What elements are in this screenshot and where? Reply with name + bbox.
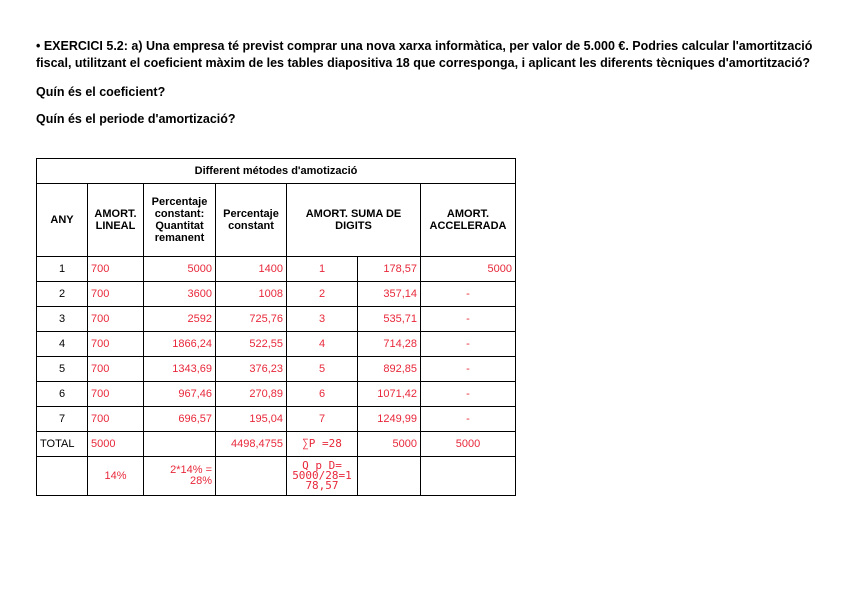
table-title-row bbox=[37, 159, 516, 184]
table-row bbox=[37, 282, 516, 307]
note-quantitat: 2*14% = 28% bbox=[144, 457, 216, 496]
question-coefficient: Quín és el coeficient? bbox=[36, 85, 166, 99]
cell-any: 3 bbox=[37, 307, 88, 332]
cell-digit: 4 bbox=[287, 332, 358, 357]
header-accelerada: AMORT. ACCELERADA bbox=[421, 184, 516, 257]
cell-suma-digits: 1071,42 bbox=[358, 382, 421, 407]
cell-percentatge-constant: 1008 bbox=[216, 282, 287, 307]
cell-percentatge-constant: 725,76 bbox=[216, 307, 287, 332]
total-digit-sum: ∑P =28 bbox=[287, 432, 358, 457]
total-quantitat bbox=[144, 432, 216, 457]
note-accelerada bbox=[421, 457, 516, 496]
cell-digit: 6 bbox=[287, 382, 358, 407]
table-body bbox=[37, 257, 516, 432]
header-quantitat-remanent: Percentaje constant: Quantitat remanent bbox=[144, 184, 216, 257]
notes-row bbox=[37, 457, 516, 496]
cell-any: 6 bbox=[37, 382, 88, 407]
cell-lineal: 700 bbox=[88, 407, 144, 432]
cell-lineal: 700 bbox=[88, 257, 144, 282]
header-suma-digits: AMORT. SUMA DE DIGITS bbox=[287, 184, 421, 257]
cell-quantitat-remanent: 3600 bbox=[144, 282, 216, 307]
table-row bbox=[37, 407, 516, 432]
header-percentatge-constant: Percentaje constant bbox=[216, 184, 287, 257]
table-header-row bbox=[37, 184, 516, 257]
total-lineal: 5000 bbox=[88, 432, 144, 457]
cell-any: 4 bbox=[37, 332, 88, 357]
total-accelerada: 5000 bbox=[421, 432, 516, 457]
total-label: TOTAL bbox=[37, 432, 88, 457]
table-row bbox=[37, 307, 516, 332]
header-any: ANY bbox=[37, 184, 88, 257]
cell-any: 5 bbox=[37, 357, 88, 382]
cell-quantitat-remanent: 5000 bbox=[144, 257, 216, 282]
cell-suma-digits: 535,71 bbox=[358, 307, 421, 332]
note-percentatge bbox=[216, 457, 287, 496]
cell-any: 7 bbox=[37, 407, 88, 432]
question-period: Quín és el periode d'amortizació? bbox=[36, 112, 236, 126]
total-suma: 5000 bbox=[358, 432, 421, 457]
cell-accelerada: - bbox=[421, 382, 516, 407]
cell-digit: 5 bbox=[287, 357, 358, 382]
cell-accelerada: - bbox=[421, 407, 516, 432]
note-any bbox=[37, 457, 88, 496]
table-row bbox=[37, 257, 516, 282]
cell-quantitat-remanent: 1343,69 bbox=[144, 357, 216, 382]
cell-digit: 1 bbox=[287, 257, 358, 282]
cell-quantitat-remanent: 967,46 bbox=[144, 382, 216, 407]
note-lineal: 14% bbox=[88, 457, 144, 496]
cell-any: 1 bbox=[37, 257, 88, 282]
note-suma bbox=[358, 457, 421, 496]
table-row bbox=[37, 357, 516, 382]
cell-suma-digits: 892,85 bbox=[358, 357, 421, 382]
cell-lineal: 700 bbox=[88, 357, 144, 382]
cell-accelerada: - bbox=[421, 357, 516, 382]
cell-percentatge-constant: 1400 bbox=[216, 257, 287, 282]
note-digit: Q p D= 5000/28=1 78,57 bbox=[287, 457, 358, 496]
cell-suma-digits: 1249,99 bbox=[358, 407, 421, 432]
cell-percentatge-constant: 195,04 bbox=[216, 407, 287, 432]
cell-lineal: 700 bbox=[88, 332, 144, 357]
table-title: Different métodes d'amotizació bbox=[37, 159, 516, 184]
cell-digit: 3 bbox=[287, 307, 358, 332]
cell-accelerada: - bbox=[421, 282, 516, 307]
amortization-table bbox=[36, 158, 516, 496]
cell-percentatge-constant: 376,23 bbox=[216, 357, 287, 382]
total-percentatge: 4498,4755 bbox=[216, 432, 287, 457]
cell-percentatge-constant: 522,55 bbox=[216, 332, 287, 357]
cell-suma-digits: 178,57 bbox=[358, 257, 421, 282]
cell-accelerada: - bbox=[421, 307, 516, 332]
cell-suma-digits: 357,14 bbox=[358, 282, 421, 307]
table-row bbox=[37, 382, 516, 407]
cell-digit: 2 bbox=[287, 282, 358, 307]
cell-suma-digits: 714,28 bbox=[358, 332, 421, 357]
total-row bbox=[37, 432, 516, 457]
cell-lineal: 700 bbox=[88, 307, 144, 332]
table-row bbox=[37, 332, 516, 357]
cell-accelerada: - bbox=[421, 332, 516, 357]
cell-lineal: 700 bbox=[88, 382, 144, 407]
cell-lineal: 700 bbox=[88, 282, 144, 307]
cell-digit: 7 bbox=[287, 407, 358, 432]
header-lineal: AMORT. LINEAL bbox=[88, 184, 144, 257]
cell-accelerada: 5000 bbox=[421, 257, 516, 282]
cell-any: 2 bbox=[37, 282, 88, 307]
exercise-statement: • EXERCICI 5.2: a) Una empresa té previst comprar una nova xarxa informàtica, per valor de 5.000 €. Podries calcular l'amortització fiscal, utilitzant el coeficient màxim de les tables diapositiva 18 que corresponga, i aplicant les diferents tècniques d'amortització? bbox=[36, 39, 813, 70]
cell-quantitat-remanent: 1866,24 bbox=[144, 332, 216, 357]
cell-quantitat-remanent: 696,57 bbox=[144, 407, 216, 432]
cell-percentatge-constant: 270,89 bbox=[216, 382, 287, 407]
cell-quantitat-remanent: 2592 bbox=[144, 307, 216, 332]
